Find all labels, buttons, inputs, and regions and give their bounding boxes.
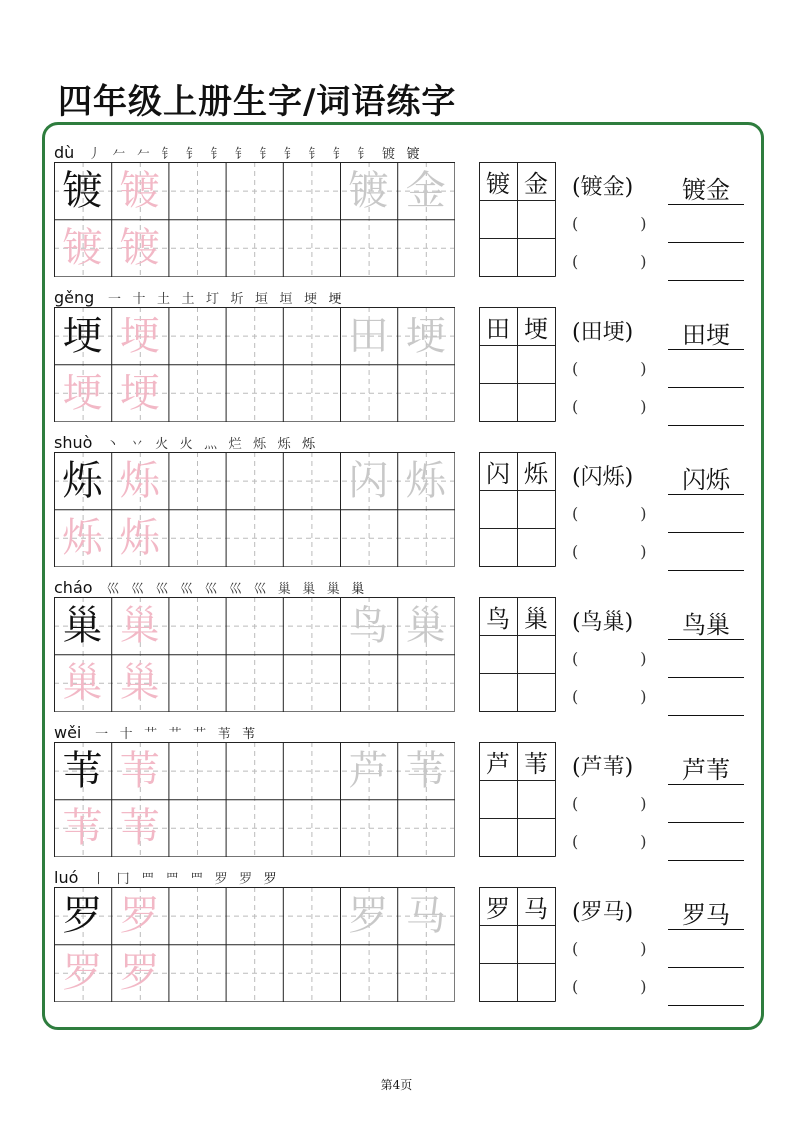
- word-char: 埂: [524, 314, 548, 343]
- answer-word: 闪烁: [682, 466, 730, 494]
- stroke-step: 罗: [258, 868, 283, 887]
- grid-char: 埂: [62, 369, 103, 416]
- stroke-order: [101, 578, 371, 597]
- pinyin-row: [54, 140, 425, 162]
- stroke-step: 巢: [321, 578, 346, 597]
- grid-char: 烁: [62, 457, 103, 504]
- page-number: 第4页: [380, 1078, 413, 1092]
- stroke-order: [86, 868, 282, 887]
- writing-grid[interactable]: [54, 307, 455, 422]
- paren-word: 芦苇: [580, 755, 625, 780]
- answer-line: [668, 639, 744, 640]
- stroke-step: 苇: [212, 723, 237, 742]
- word-in-parens: [572, 315, 633, 346]
- paren-word: 田埂: [580, 320, 625, 345]
- pinyin-label: gěng: [54, 288, 95, 307]
- answer-line: [668, 494, 744, 495]
- char-block-3: [0, 430, 793, 575]
- stroke-step: 钅: [254, 143, 279, 162]
- answer-word: 芦苇: [682, 756, 730, 784]
- stroke-step: 艹: [138, 723, 163, 742]
- writing-grid[interactable]: [54, 887, 455, 1002]
- answer-line: [668, 822, 744, 823]
- stroke-step: 埂: [323, 288, 348, 307]
- pinyin-row: [54, 865, 282, 887]
- stroke-step: 镀: [401, 143, 426, 162]
- paren-open: (: [572, 397, 579, 416]
- grid-char: 烁: [119, 457, 160, 504]
- stroke-step: 烁: [296, 433, 321, 452]
- word-in-parens: [572, 605, 633, 636]
- stroke-step: 钅: [156, 143, 181, 162]
- stroke-step: 巛: [174, 578, 199, 597]
- word-char: 罗: [486, 894, 510, 923]
- stroke-step: 𠂉: [107, 143, 132, 162]
- grid-char: 烁: [405, 457, 446, 504]
- grid-char: 镀: [119, 167, 160, 214]
- paren-close: ): [624, 320, 634, 345]
- paren-close: ): [640, 397, 647, 416]
- answer-line: [668, 929, 744, 930]
- stroke-step: 烂: [223, 433, 248, 452]
- grid-char: 镀: [119, 224, 160, 271]
- grid-char: 苇: [119, 747, 160, 794]
- stroke-step: 巛: [150, 578, 175, 597]
- grid-char: 埂: [119, 369, 160, 416]
- stroke-step: 十: [127, 288, 152, 307]
- answer-line: [668, 677, 744, 678]
- paren-open: (: [572, 542, 579, 561]
- paren-open: (: [572, 610, 581, 635]
- paren-open: (: [572, 939, 579, 958]
- word-grid[interactable]: [479, 742, 556, 861]
- word-char: 烁: [524, 459, 548, 488]
- paren-open: (: [572, 755, 581, 780]
- empty-parens[interactable]: [572, 649, 647, 668]
- stroke-step: 火: [174, 433, 199, 452]
- stroke-step: 钅: [327, 143, 352, 162]
- stroke-step: 灬: [198, 433, 223, 452]
- paren-open: (: [572, 465, 581, 490]
- paren-word: 鸟巢: [580, 610, 625, 635]
- paren-open: (: [572, 320, 581, 345]
- stroke-step: 巢: [297, 578, 322, 597]
- answer-line: [668, 967, 744, 968]
- grid-char: 罗: [62, 949, 103, 996]
- grid-char: 芦: [348, 747, 389, 794]
- stroke-step: 巢: [272, 578, 297, 597]
- stroke-step: 巛: [223, 578, 248, 597]
- paren-open: (: [572, 359, 579, 378]
- paren-open: (: [572, 794, 579, 813]
- grid-char: 苇: [62, 804, 103, 851]
- stroke-step: 罒: [184, 868, 209, 887]
- word-grid[interactable]: [479, 597, 556, 716]
- answer-line: [668, 570, 744, 571]
- stroke-order: [82, 143, 425, 162]
- paren-close: ): [640, 214, 647, 233]
- stroke-step: 钅: [229, 143, 254, 162]
- pinyin-label: wěi: [54, 723, 82, 742]
- char-block-4: [0, 575, 793, 720]
- pinyin-row: [54, 720, 261, 742]
- answer-line: [668, 715, 744, 716]
- pinyin-row: [54, 575, 370, 597]
- stroke-step: 艹: [187, 723, 212, 742]
- pinyin-label: luó: [54, 868, 79, 887]
- grid-char: 巢: [405, 602, 446, 649]
- empty-parens[interactable]: [572, 214, 647, 233]
- grid-char: 苇: [119, 804, 160, 851]
- stroke-step: 巛: [101, 578, 126, 597]
- word-char: 田: [486, 314, 510, 343]
- answer-line: [668, 387, 744, 388]
- grid-char: 巢: [62, 602, 103, 649]
- char-block-1: [0, 140, 793, 285]
- answer-line: [668, 425, 744, 426]
- stroke-step: 丷: [125, 433, 150, 452]
- paren-close: ): [640, 977, 647, 996]
- word-in-parens: [572, 170, 633, 201]
- empty-parens[interactable]: [572, 939, 647, 958]
- grid-char: 巢: [119, 602, 160, 649]
- paren-word: 闪烁: [580, 465, 625, 490]
- paren-close: ): [624, 900, 634, 925]
- paren-close: ): [640, 649, 647, 668]
- answer-line: [668, 280, 744, 281]
- stroke-step: 丿: [82, 143, 107, 162]
- empty-parens[interactable]: [572, 687, 647, 706]
- paren-close: ): [624, 610, 634, 635]
- stroke-order: [102, 288, 347, 307]
- word-char: 闪: [486, 459, 510, 488]
- paren-close: ): [640, 832, 647, 851]
- word-char: 芦: [486, 749, 510, 778]
- word-char: 镀: [486, 169, 510, 198]
- paren-word: 罗马: [580, 900, 625, 925]
- answer-line: [668, 784, 744, 785]
- paren-open: (: [572, 687, 579, 706]
- paren-open: (: [572, 175, 581, 200]
- stroke-step: 丶: [100, 433, 125, 452]
- stroke-step: 钅: [278, 143, 303, 162]
- grid-char: 烁: [119, 514, 160, 561]
- grid-char: 闪: [348, 457, 389, 504]
- pinyin-label: cháo: [54, 578, 93, 597]
- answer-line: [668, 349, 744, 350]
- stroke-step: 十: [114, 723, 139, 742]
- stroke-step: 罒: [135, 868, 160, 887]
- answer-line: [668, 1005, 744, 1006]
- grid-char: 鸟: [348, 602, 389, 649]
- word-char: 巢: [524, 604, 548, 633]
- stroke-order: [89, 723, 261, 742]
- word-in-parens: [572, 895, 633, 926]
- stroke-step: 巛: [125, 578, 150, 597]
- answer-word: 罗马: [682, 901, 730, 929]
- answer-word: 田埂: [682, 321, 730, 349]
- empty-parens[interactable]: [572, 542, 647, 561]
- paren-open: (: [572, 649, 579, 668]
- word-grid[interactable]: [479, 452, 556, 571]
- grid-char: 罗: [348, 892, 389, 939]
- stroke-step: 烁: [247, 433, 272, 452]
- paren-open: (: [572, 832, 579, 851]
- answer-line: [668, 860, 744, 861]
- word-char: 马: [524, 894, 548, 923]
- paren-close: ): [640, 794, 647, 813]
- stroke-step: 罒: [160, 868, 185, 887]
- writing-grid[interactable]: [54, 597, 455, 712]
- paren-close: ): [640, 504, 647, 523]
- word-in-parens: [572, 750, 633, 781]
- answer-line: [668, 532, 744, 533]
- stroke-step: 巛: [199, 578, 224, 597]
- stroke-step: 钅: [180, 143, 205, 162]
- grid-char: 埂: [62, 312, 103, 359]
- paren-close: ): [624, 175, 634, 200]
- paren-open: (: [572, 504, 579, 523]
- paren-open: (: [572, 900, 581, 925]
- stroke-step: 苇: [236, 723, 261, 742]
- writing-grid[interactable]: [54, 452, 455, 567]
- stroke-step: 冂: [111, 868, 136, 887]
- paren-close: ): [640, 359, 647, 378]
- word-char: 金: [524, 169, 548, 198]
- stroke-step: 巛: [248, 578, 273, 597]
- empty-parens[interactable]: [572, 504, 647, 523]
- stroke-step: 罗: [233, 868, 258, 887]
- stroke-step: 𠂉: [131, 143, 156, 162]
- grid-char: 镀: [348, 167, 389, 214]
- grid-char: 苇: [62, 747, 103, 794]
- paren-close: ): [640, 939, 647, 958]
- paren-close: ): [624, 465, 634, 490]
- grid-char: 镀: [62, 224, 103, 271]
- stroke-step: 一: [102, 288, 127, 307]
- stroke-step: 火: [149, 433, 174, 452]
- paren-close: ): [640, 542, 647, 561]
- empty-parens[interactable]: [572, 252, 647, 271]
- empty-parens[interactable]: [572, 832, 647, 851]
- grid-char: 巢: [62, 659, 103, 706]
- stroke-step: 钅: [205, 143, 230, 162]
- stroke-step: 镀: [376, 143, 401, 162]
- char-block-6: [0, 865, 793, 1010]
- char-block-2: [0, 285, 793, 430]
- grid-char: 罗: [62, 892, 103, 939]
- stroke-step: 垣: [274, 288, 299, 307]
- paren-close: ): [640, 687, 647, 706]
- pinyin-label: shuò: [54, 433, 93, 452]
- answer-word: 镀金: [682, 176, 730, 204]
- word-char: 苇: [524, 749, 548, 778]
- word-grid[interactable]: [479, 162, 556, 281]
- grid-char: 田: [348, 312, 389, 359]
- stroke-step: 埂: [298, 288, 323, 307]
- stroke-step: 一: [89, 723, 114, 742]
- stroke-step: 圢: [200, 288, 225, 307]
- grid-char: 罗: [119, 949, 160, 996]
- stroke-step: 垣: [249, 288, 274, 307]
- word-grid[interactable]: [479, 307, 556, 426]
- empty-parens[interactable]: [572, 977, 647, 996]
- paren-word: 镀金: [580, 175, 625, 200]
- answer-line: [668, 204, 744, 205]
- stroke-step: 土: [151, 288, 176, 307]
- word-char: 鸟: [486, 604, 510, 633]
- stroke-step: 钅: [352, 143, 377, 162]
- word-in-parens: [572, 460, 633, 491]
- paren-close: ): [624, 755, 634, 780]
- stroke-step: 巢: [346, 578, 371, 597]
- stroke-step: 圻: [225, 288, 250, 307]
- stroke-step: 烁: [272, 433, 297, 452]
- char-block-5: [0, 720, 793, 865]
- empty-parens[interactable]: [572, 794, 647, 813]
- pinyin-label: dù: [54, 143, 75, 162]
- pinyin-row: [54, 430, 321, 452]
- stroke-step: 土: [176, 288, 201, 307]
- paren-close: ): [640, 252, 647, 271]
- grid-char: 金: [405, 167, 446, 214]
- grid-char: 苇: [405, 747, 446, 794]
- stroke-order: [100, 433, 321, 452]
- page-title: 四年级上册生字/词语练字: [58, 82, 457, 122]
- answer-line: [668, 242, 744, 243]
- grid-char: 埂: [405, 312, 446, 359]
- pinyin-row: [54, 285, 347, 307]
- empty-parens[interactable]: [572, 397, 647, 416]
- stroke-step: 罗: [209, 868, 234, 887]
- grid-char: 埂: [119, 312, 160, 359]
- writing-grid[interactable]: [54, 162, 455, 277]
- paren-open: (: [572, 252, 579, 271]
- stroke-step: 艹: [163, 723, 188, 742]
- stroke-step: 钅: [303, 143, 328, 162]
- grid-char: 烁: [62, 514, 103, 561]
- word-grid[interactable]: [479, 887, 556, 1006]
- empty-parens[interactable]: [572, 359, 647, 378]
- grid-char: 巢: [119, 659, 160, 706]
- stroke-step: 丨: [86, 868, 111, 887]
- paren-open: (: [572, 214, 579, 233]
- paren-open: (: [572, 977, 579, 996]
- grid-char: 马: [405, 892, 446, 939]
- answer-word: 鸟巢: [682, 611, 730, 639]
- grid-char: 镀: [62, 167, 103, 214]
- writing-grid[interactable]: [54, 742, 455, 857]
- grid-char: 罗: [119, 892, 160, 939]
